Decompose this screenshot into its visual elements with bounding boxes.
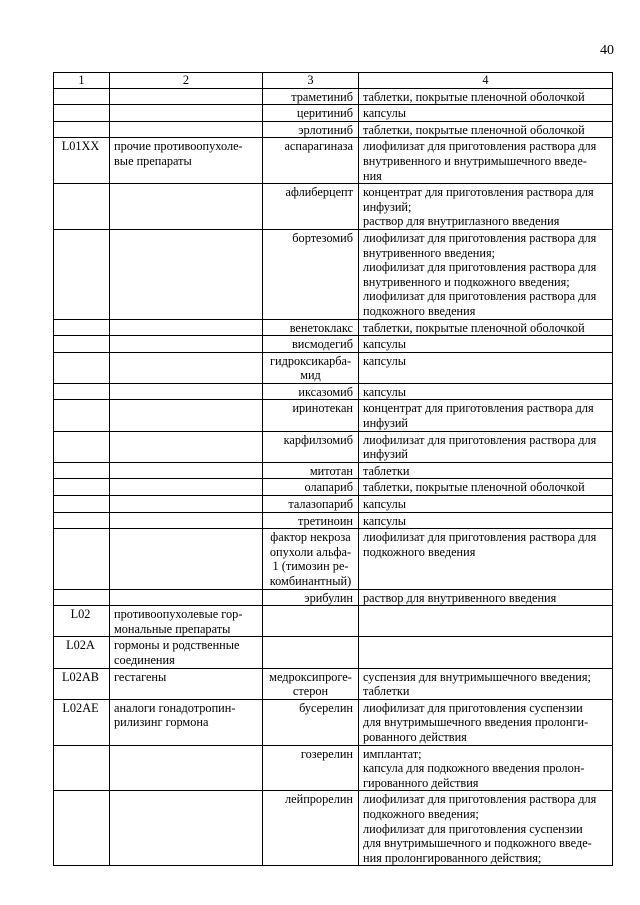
drug-name-cell: эрибулин (263, 589, 359, 606)
dosage-form-cell: лиофилизат для приготовления раствора для внутривенного и внутримышечного введе- ния (359, 138, 613, 184)
dosage-form-cell: капсулы (359, 512, 613, 529)
group-name-cell (110, 479, 263, 496)
table-row (54, 496, 613, 513)
atc-code-cell (54, 479, 110, 496)
table-row (54, 512, 613, 529)
dosage-form-cell: лиофилизат для приготовления суспензии для внутримышечного введения пролонги- рованного действия (359, 699, 613, 745)
atc-code-cell (54, 791, 110, 866)
table-row (54, 336, 613, 353)
table-row (54, 529, 613, 589)
drug-name-cell: олапариб (263, 479, 359, 496)
group-name-cell (110, 121, 263, 138)
atc-code-cell (54, 512, 110, 529)
drug-name-cell: митотан (263, 462, 359, 479)
table-row (54, 319, 613, 336)
atc-code-cell (54, 105, 110, 122)
dosage-form-cell: имплантат; капсула для подкожного введения пролон- гированного действия (359, 745, 613, 791)
atc-code-cell: L02AE (54, 699, 110, 745)
table-row (54, 589, 613, 606)
dosage-form-cell: лиофилизат для приготовления раствора для подкожного введения (359, 529, 613, 589)
drug-name-cell (263, 606, 359, 637)
table-row (54, 745, 613, 791)
table-row (54, 383, 613, 400)
group-name-cell (110, 400, 263, 431)
atc-code-cell (54, 496, 110, 513)
table-row (54, 462, 613, 479)
drug-name-cell: фактор некроза опухоли альфа- 1 (тимозин ре- комбинантный) (263, 529, 359, 589)
drug-name-cell: венетоклакс (263, 319, 359, 336)
column-header-4: 4 (359, 73, 613, 89)
column-header-3: 3 (263, 73, 359, 89)
group-name-cell (110, 105, 263, 122)
table-row (54, 668, 613, 699)
dosage-form-cell: суспензия для внутримышечного введения; таблетки (359, 668, 613, 699)
drug-name-cell: третиноин (263, 512, 359, 529)
atc-code-cell (54, 121, 110, 138)
table-row (54, 479, 613, 496)
table-row (54, 400, 613, 431)
dosage-form-cell: концентрат для приготовления раствора для инфузий (359, 400, 613, 431)
atc-code-cell (54, 462, 110, 479)
dosage-form-cell (359, 606, 613, 637)
group-name-cell: гормоны и родственные соединения (110, 637, 263, 668)
dosage-form-cell: таблетки, покрытые пленочной оболочкой (359, 319, 613, 336)
group-name-cell (110, 512, 263, 529)
drug-name-cell: иринотекан (263, 400, 359, 431)
table-body (54, 88, 613, 866)
dosage-form-cell: капсулы (359, 105, 613, 122)
group-name-cell (110, 184, 263, 230)
table-row (54, 105, 613, 122)
atc-code-cell (54, 319, 110, 336)
group-name-cell: противоопухолевые гор- мональные препараты (110, 606, 263, 637)
atc-code-cell: L01XX (54, 138, 110, 184)
group-name-cell: аналоги гонадотропин- рилизинг гормона (110, 699, 263, 745)
drug-name-cell: церитиниб (263, 105, 359, 122)
dosage-form-cell: лиофилизат для приготовления раствора для инфузий (359, 431, 613, 462)
drug-name-cell: гидроксикарба- мид (263, 352, 359, 383)
dosage-form-cell (359, 637, 613, 668)
table-row (54, 184, 613, 230)
atc-code-cell (54, 431, 110, 462)
page-number: 40 (600, 43, 614, 58)
drug-name-cell: иксазомиб (263, 383, 359, 400)
table-row (54, 88, 613, 105)
group-name-cell (110, 88, 263, 105)
atc-code-cell (54, 383, 110, 400)
dosage-form-cell: лиофилизат для приготовления раствора для внутривенного введения; лиофилизат для приготовления раствора для внутривенного и подкожного введения; лиофилизат для приготовления раствора для подкожного введения (359, 229, 613, 319)
atc-code-cell (54, 88, 110, 105)
atc-code-cell (54, 745, 110, 791)
group-name-cell (110, 745, 263, 791)
atc-code-cell (54, 184, 110, 230)
dosage-form-cell: таблетки, покрытые пленочной оболочкой (359, 121, 613, 138)
atc-code-cell: L02AB (54, 668, 110, 699)
group-name-cell (110, 529, 263, 589)
group-name-cell (110, 589, 263, 606)
atc-code-cell (54, 589, 110, 606)
group-name-cell (110, 319, 263, 336)
group-name-cell (110, 431, 263, 462)
drug-table (53, 72, 613, 866)
atc-code-cell (54, 352, 110, 383)
drug-name-cell: бортезомиб (263, 229, 359, 319)
group-name-cell (110, 791, 263, 866)
drug-name-cell: бусерелин (263, 699, 359, 745)
dosage-form-cell: таблетки, покрытые пленочной оболочкой (359, 479, 613, 496)
atc-code-cell: L02 (54, 606, 110, 637)
group-name-cell (110, 462, 263, 479)
drug-name-cell: афлиберцепт (263, 184, 359, 230)
column-header-2: 2 (110, 73, 263, 89)
group-name-cell (110, 336, 263, 353)
table-row (54, 791, 613, 866)
table-row (54, 121, 613, 138)
table-row (54, 637, 613, 668)
atc-code-cell (54, 400, 110, 431)
table-row (54, 229, 613, 319)
group-name-cell (110, 496, 263, 513)
drug-name-cell: медроксипроге- стерон (263, 668, 359, 699)
column-header-1: 1 (54, 73, 110, 89)
dosage-form-cell: капсулы (359, 496, 613, 513)
dosage-form-cell: раствор для внутривенного введения (359, 589, 613, 606)
drug-name-cell (263, 637, 359, 668)
table-row (54, 138, 613, 184)
dosage-form-cell: таблетки, покрытые пленочной оболочкой (359, 88, 613, 105)
drug-name-cell: висмодегиб (263, 336, 359, 353)
atc-code-cell: L02A (54, 637, 110, 668)
group-name-cell (110, 352, 263, 383)
table-row (54, 699, 613, 745)
group-name-cell (110, 229, 263, 319)
dosage-form-cell: капсулы (359, 352, 613, 383)
drug-name-cell: лейпрорелин (263, 791, 359, 866)
group-name-cell (110, 383, 263, 400)
drug-name-cell: траметиниб (263, 88, 359, 105)
table-row (54, 606, 613, 637)
drug-name-cell: аспарагиназа (263, 138, 359, 184)
drug-name-cell: карфилзомиб (263, 431, 359, 462)
drug-name-cell: талазопариб (263, 496, 359, 513)
table-row (54, 431, 613, 462)
drug-name-cell: эрлотиниб (263, 121, 359, 138)
atc-code-cell (54, 229, 110, 319)
dosage-form-cell: капсулы (359, 336, 613, 353)
dosage-form-cell: лиофилизат для приготовления раствора для подкожного введения; лиофилизат для приготовления суспензии для внутримышечного и подкожного введе- ния пролонгированного действия; (359, 791, 613, 866)
group-name-cell: гестагены (110, 668, 263, 699)
dosage-form-cell: концентрат для приготовления раствора для инфузий; раствор для внутриглазного введения (359, 184, 613, 230)
dosage-form-cell: таблетки (359, 462, 613, 479)
atc-code-cell (54, 336, 110, 353)
table-header-row (54, 73, 613, 89)
table-row (54, 352, 613, 383)
dosage-form-cell: капсулы (359, 383, 613, 400)
group-name-cell: прочие противоопухоле- вые препараты (110, 138, 263, 184)
atc-code-cell (54, 529, 110, 589)
drug-name-cell: гозерелин (263, 745, 359, 791)
